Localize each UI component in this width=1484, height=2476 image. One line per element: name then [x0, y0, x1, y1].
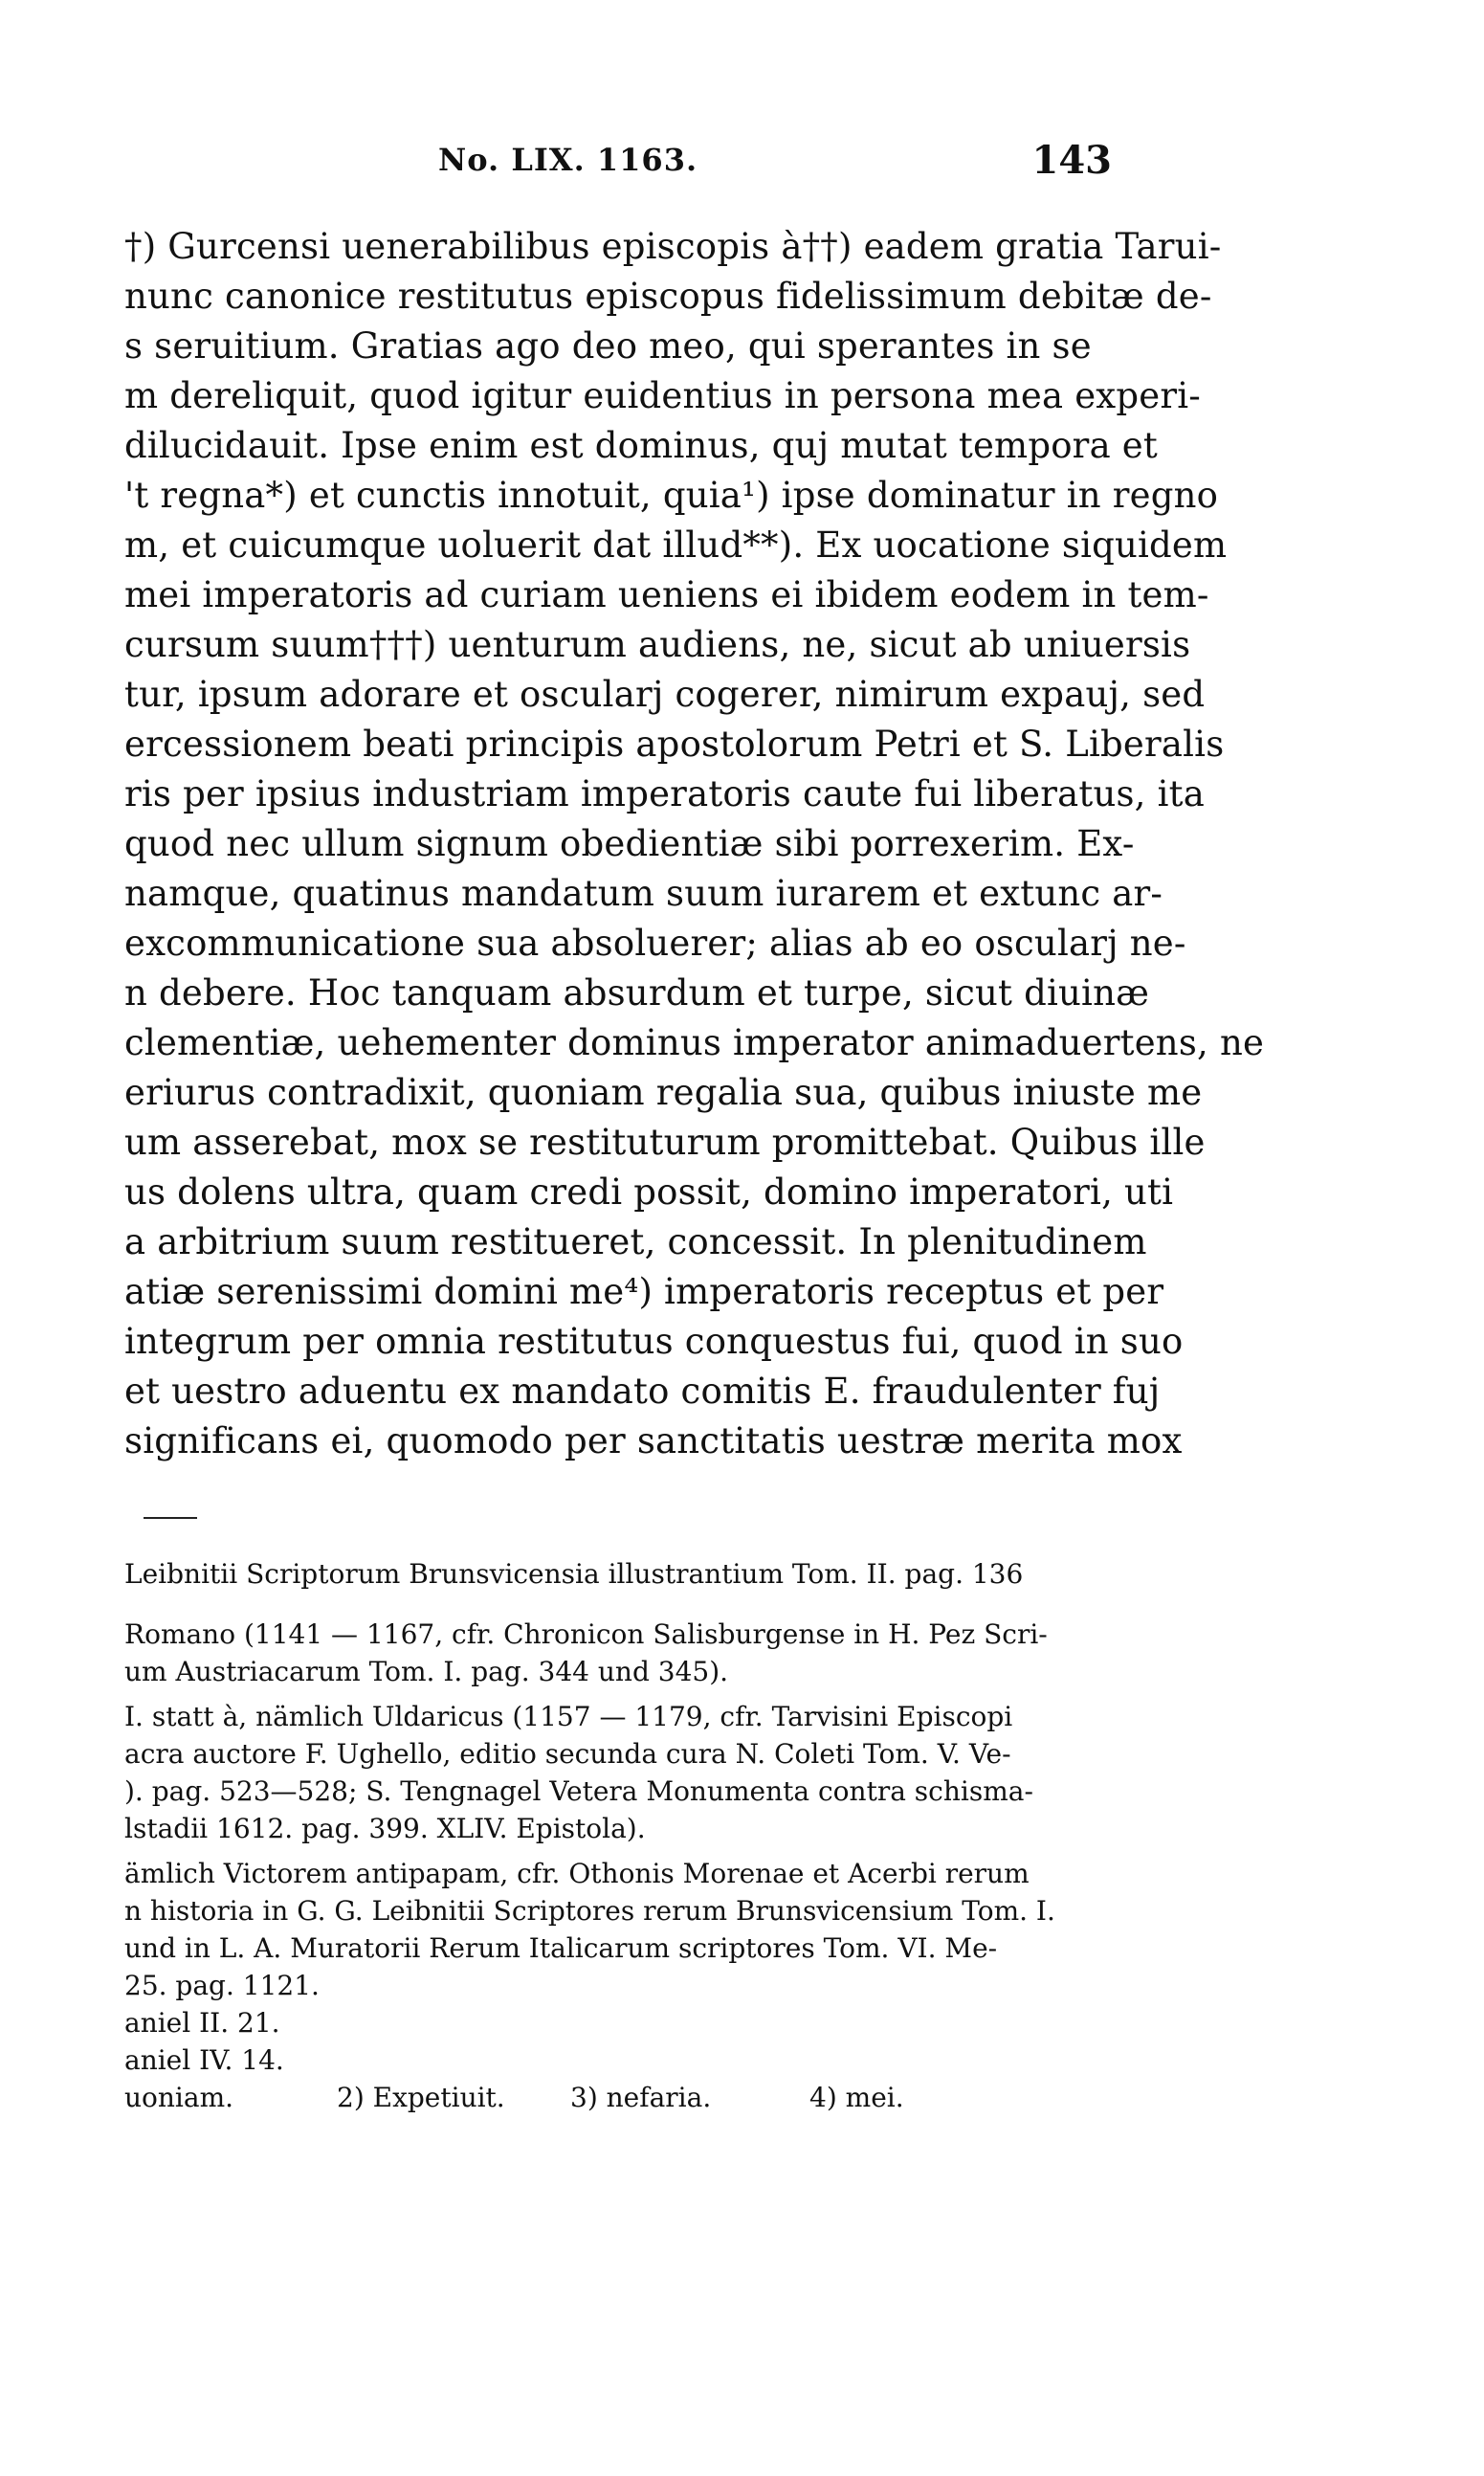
footnote-line: n historia in G. G. Leibnitii Scriptores rerum Brunsvicensium Tom. I.	[124, 1895, 1055, 1927]
text-line: et uestro aduentu ex mandato comitis E. fraudulenter fuj	[124, 1371, 1161, 1412]
running-title: No. LIX. 1163.	[438, 142, 698, 178]
text-line: clementiæ, uehementer dominus imperator animaduertens, ne	[124, 1022, 1265, 1063]
variant-reading: uoniam.	[124, 2082, 234, 2113]
footnote-divider	[144, 1517, 197, 1519]
text-line: ercessionem beati principis apostolorum Petri et S. Liberalis	[124, 724, 1225, 765]
text-line: m dereliquit, quod igitur euidentius in persona mea experi-	[124, 375, 1201, 416]
text-line: excommunicatione sua absoluerer; alias ab eo oscularj ne-	[124, 923, 1186, 964]
text-line: s seruitium. Gratias ago deo meo, qui sperantes in se	[124, 325, 1092, 367]
text-line: †) Gurcensi uenerabilibus episcopis à††) eadem gratia Tarui-	[124, 226, 1222, 267]
footnote-line: ). pag. 523—528; S. Tengnagel Vetera Monumenta contra schisma-	[124, 1775, 1033, 1807]
footnote-line: 25. pag. 1121.	[124, 1970, 320, 2001]
footnote-line: I. statt à, nämlich Uldaricus (1157 — 1179, cfr. Tarvisini Episcopi	[124, 1701, 1013, 1732]
text-line: dilucidauit. Ipse enim est dominus, quj mutat tempora et	[124, 425, 1158, 466]
variant-reading: 4) mei.	[809, 2082, 904, 2113]
footnote-line: acra auctore F. Ughello, editio secunda cura N. Coleti Tom. V. Ve-	[124, 1738, 1011, 1770]
text-line: cursum suum†††) uenturum audiens, ne, sicut ab uniuersis	[124, 624, 1191, 665]
variant-reading: 3) nefaria.	[570, 2082, 712, 2113]
variant-readings	[124, 2079, 1043, 2116]
footnote-line: aniel IV. 14.	[124, 2044, 284, 2076]
footnote-line: lstadii 1612. pag. 399. XLIV. Epistola).	[124, 1813, 646, 1844]
text-line: eriurus contradixit, quoniam regalia sua, quibus iniuste me	[124, 1072, 1203, 1113]
footnote-line: Romano (1141 — 1167, cfr. Chronicon Salisburgense in H. Pez Scri-	[124, 1618, 1048, 1650]
footnote-line: aniel II. 21.	[124, 2007, 280, 2039]
text-line: um asserebat, mox se restituturum promittebat. Quibus ille	[124, 1122, 1206, 1163]
text-line: atiæ serenissimi domini me⁴) imperatoris receptus et per	[124, 1271, 1164, 1312]
footnote-line: Leibnitii Scriptorum Brunsvicensia illustrantium Tom. II. pag. 136	[124, 1558, 1024, 1590]
footnotes	[124, 1555, 1119, 2116]
text-line: m, et cuicumque uoluerit dat illud**). Ex uocatione siquidem	[124, 524, 1228, 566]
text-line: namque, quatinus mandatum suum iurarem et extunc ar-	[124, 873, 1163, 914]
text-line: tur, ipsum adorare et oscularj cogerer, nimirum expauj, sed	[124, 674, 1206, 715]
text-line: n debere. Hoc tanquam absurdum et turpe, sicut diuinæ	[124, 972, 1150, 1014]
text-line: quod nec ullum signum obedientiæ sibi porrexerim. Ex-	[124, 823, 1135, 864]
text-line: nunc canonice restitutus episcopus fidelissimum debitæ de-	[124, 276, 1212, 317]
text-line: us dolens ultra, quam credi possit, domino imperatori, uti	[124, 1171, 1174, 1213]
text-line: ris per ipsius industriam imperatoris caute fui liberatus, ita	[124, 773, 1205, 814]
footnote-line: und in L. A. Muratorii Rerum Italicarum scriptores Tom. VI. Me-	[124, 1932, 998, 1964]
text-line: significans ei, quomodo per sanctitatis uestræ merita mox	[124, 1420, 1183, 1461]
text-line: integrum per omnia restitutus conquestus fui, quod in suo	[124, 1321, 1184, 1362]
page-number: 143	[1031, 138, 1112, 183]
footnote-line: ämlich Victorem antipapam, cfr. Othonis Morenae et Acerbi rerum	[124, 1858, 1030, 1889]
text-line: 't regna*) et cunctis innotuit, quia¹) ipse dominatur in regno	[124, 475, 1219, 516]
text-line: mei imperatoris ad curiam ueniens ei ibidem eodem in tem-	[124, 574, 1209, 615]
main-text	[124, 222, 1265, 1466]
text-line: a arbitrium suum restitueret, concessit. In plenitudinem	[124, 1221, 1147, 1262]
variant-reading: 2) Expetiuit.	[337, 2082, 505, 2113]
footnote-line: um Austriacarum Tom. I. pag. 344 und 345).	[124, 1656, 729, 1687]
page-header	[124, 138, 1112, 190]
